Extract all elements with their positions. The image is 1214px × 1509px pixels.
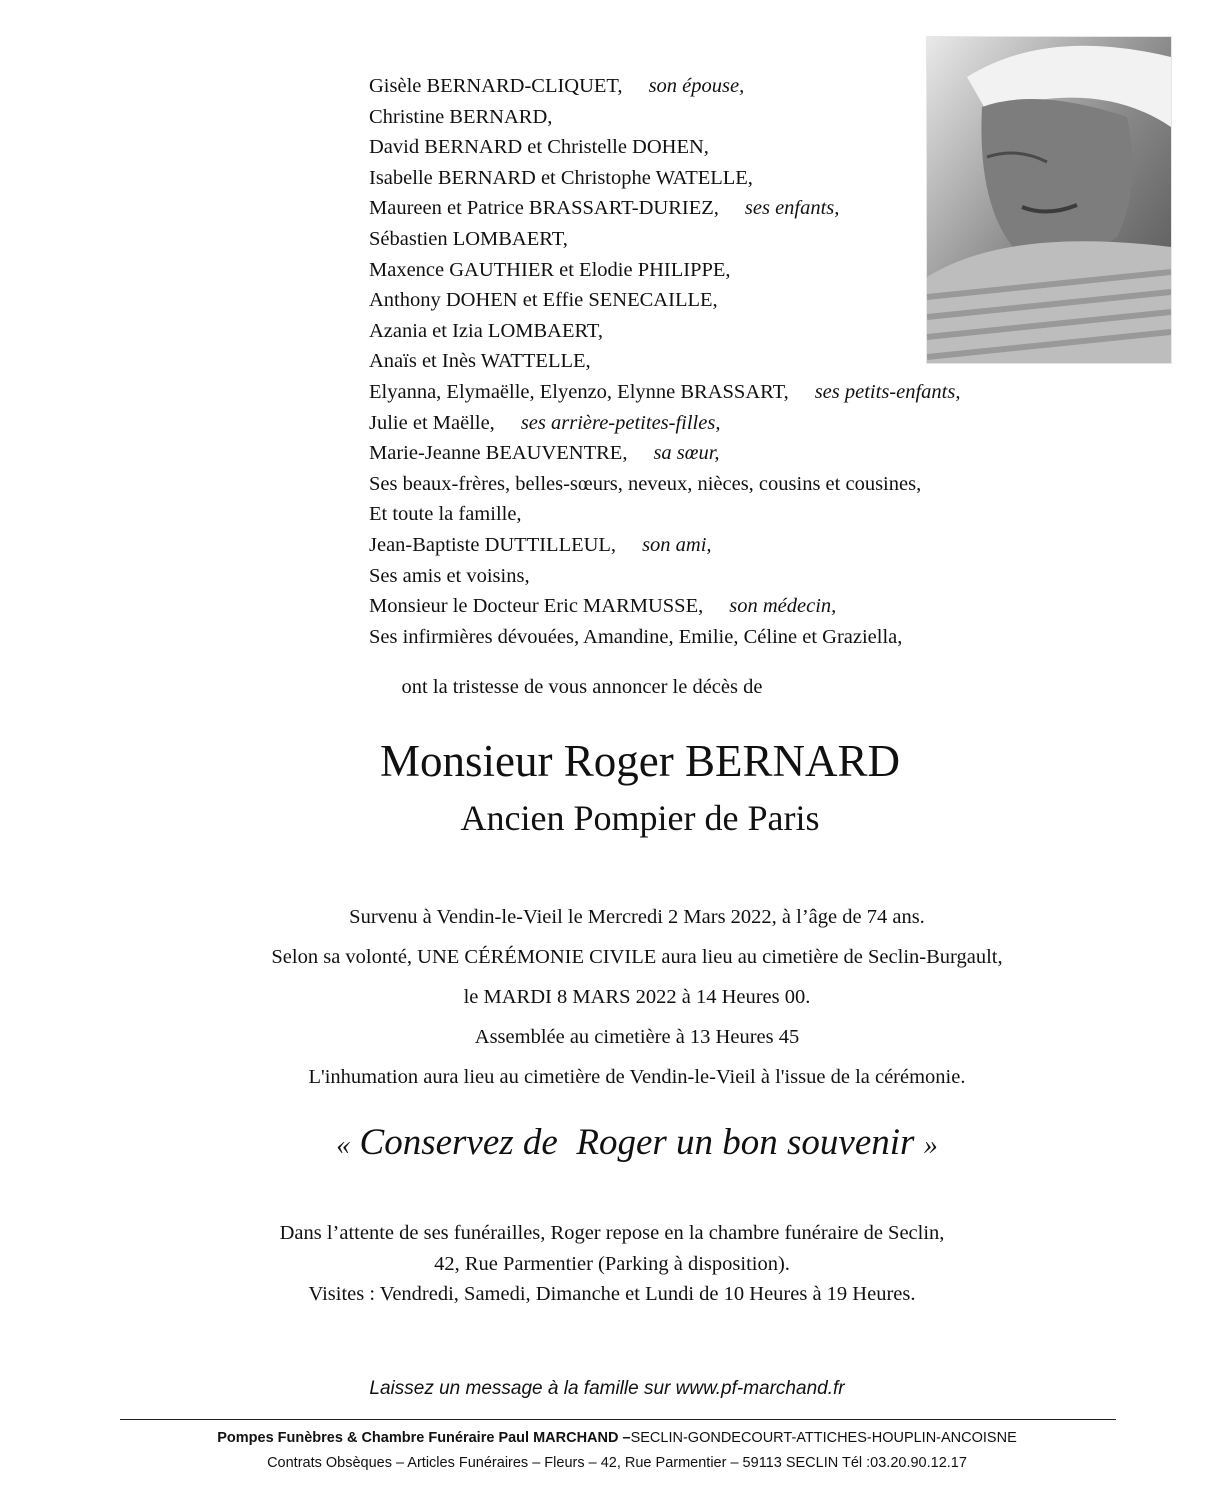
funeral-line: 42, Rue Parmentier (Parking à disposition).: [434, 1252, 790, 1275]
family-line: Azania et Izia LOMBAERT,: [369, 319, 604, 342]
funeral-home-info: [0, 1218, 1214, 1310]
details-line: Assemblée au cimetière à 13 Heures 45: [474, 1026, 800, 1048]
family-line: Anaïs et Inès WATTELLE,: [369, 350, 591, 373]
company-name: Pompes Funèbres & Chambre Funéraire Paul MARCHAND –: [217, 1430, 631, 1446]
details-line: L'inhumation aura lieu au cimetière de Vendin-le-Vieil à l'issue de la cérémonie.: [308, 1066, 966, 1088]
quote-open: «: [336, 1130, 351, 1161]
family-line: Elyanna, Elymaëlle, Elyenzo, Elynne BRASSART, ses petits-enfants,: [369, 380, 961, 403]
footer-services: Contrats Obsèques – Articles Funéraires – Fleurs – 42, Rue Parmentier – 59113 SECLIN Tél :03.20.90.12.17: [267, 1455, 967, 1471]
portrait-illustration: [927, 37, 1171, 363]
family-line: Sébastien LOMBAERT,: [369, 227, 568, 250]
family-line: Gisèle BERNARD-CLIQUET, son épouse,: [369, 75, 745, 97]
quote-close: »: [923, 1130, 938, 1161]
portrait-photo: [926, 36, 1172, 364]
family-line: Anthony DOHEN et Effie SENECAILLE,: [369, 289, 718, 312]
memorial-quote: [0, 1121, 1214, 1164]
family-line: Et toute la famille,: [369, 503, 522, 526]
funeral-line: Visites : Vendredi, Samedi, Dimanche et Lundi de 10 Heures à 19 Heures.: [308, 1283, 916, 1306]
ceremony-details: [0, 897, 1214, 1097]
quote-text: Conservez de Roger un bon souvenir: [350, 1122, 924, 1163]
family-line: Monsieur le Docteur Eric MARMUSSE, son médecin,: [369, 595, 837, 618]
funeral-line: Dans l’attente de ses funérailles, Roger repose en la chambre funéraire de Seclin,: [279, 1222, 945, 1244]
family-line: Maureen et Patrice BRASSART-DURIEZ, ses enfants,: [369, 197, 840, 220]
family-list: [369, 71, 960, 652]
company-locations: SECLIN-GONDECOURT-ATTICHES-HOUPLIN-ANCOISNE: [630, 1430, 1017, 1446]
deceased-title: Ancien Pompier de Paris: [460, 798, 820, 838]
footer-company: [0, 1430, 1214, 1446]
family-line: Ses infirmières dévouées, Amandine, Emilie, Céline et Graziella,: [369, 625, 903, 648]
details-line: le MARDI 8 MARS 2022 à 14 Heures 00.: [463, 986, 811, 1008]
family-line: Julie et Maëlle, ses arrière-petites-filles,: [369, 411, 721, 434]
family-line: Ses amis et voisins,: [369, 564, 530, 587]
family-line: Ses beaux-frères, belles-sœurs, neveux, nièces, cousins et cousines,: [369, 472, 922, 495]
message-invitation: Laissez un message à la famille sur www.pf-marchand.fr: [369, 1378, 845, 1399]
deceased-name: Monsieur Roger BERNARD: [380, 736, 900, 786]
family-line: David BERNARD et Christelle DOHEN,: [369, 136, 709, 159]
announcement-text: ont la tristesse de vous annoncer le décès de: [401, 676, 763, 698]
family-line: Christine BERNARD,: [369, 105, 553, 128]
family-line: Isabelle BERNARD et Christophe WATELLE,: [369, 166, 753, 189]
footer-divider: [120, 1419, 1116, 1420]
family-line: Jean-Baptiste DUTTILLEUL, son ami,: [369, 533, 712, 556]
family-line: Marie-Jeanne BEAUVENTRE, sa sœur,: [369, 442, 720, 465]
family-line: Maxence GAUTHIER et Elodie PHILIPPE,: [369, 258, 731, 281]
details-line: Survenu à Vendin-le-Vieil le Mercredi 2 Mars 2022, à l’âge de 74 ans.: [349, 906, 925, 928]
details-line: Selon sa volonté, UNE CÉRÉMONIE CIVILE aura lieu au cimetière de Seclin-Burgault,: [271, 946, 1003, 968]
